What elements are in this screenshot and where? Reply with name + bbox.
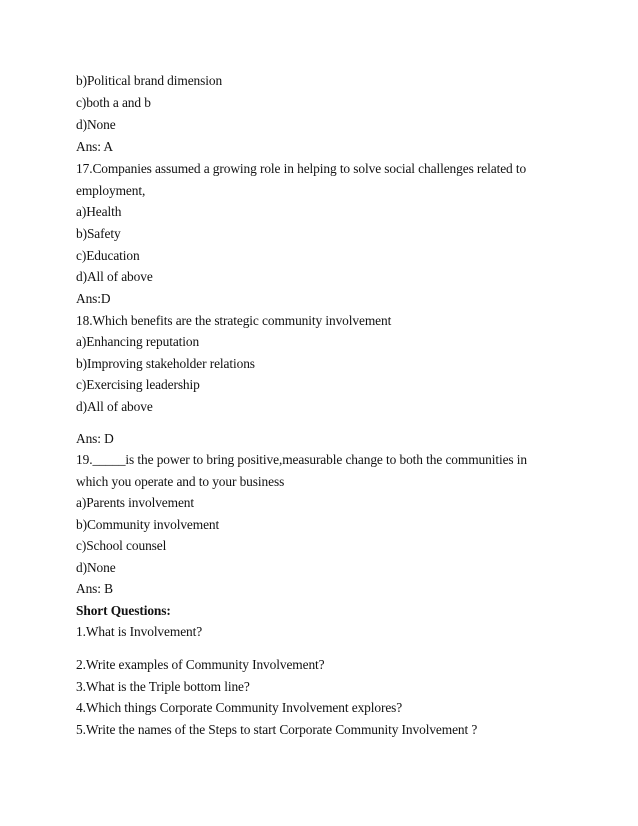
answer-16: Ans: A	[76, 139, 113, 154]
option-b-political: b)Political brand dimension	[76, 73, 223, 88]
short-question-4: 4.Which things Corporate Community Involvement explores?	[76, 700, 403, 715]
short-question-2: 2.Write examples of Community Involvement?	[76, 657, 325, 672]
q17-option-d: d)All of above	[76, 269, 153, 284]
short-question-5: 5.Write the names of the Steps to start Corporate Community Involvement ?	[76, 722, 478, 737]
question-18: 18.Which benefits are the strategic community involvement	[76, 313, 392, 328]
question-17-line-2: employment,	[76, 183, 146, 198]
answer-19: Ans: B	[76, 581, 113, 596]
answer-17: Ans:D	[76, 291, 111, 306]
short-question-3: 3.What is the Triple bottom line?	[76, 679, 250, 694]
option-d-none: d)None	[76, 117, 116, 132]
q19-option-a: a)Parents involvement	[76, 495, 195, 510]
q18-option-c: c)Exercising leadership	[76, 377, 200, 392]
q17-option-a: a)Health	[76, 204, 122, 219]
q18-option-d: d)All of above	[76, 399, 153, 414]
q18-option-a: a)Enhancing reputation	[76, 334, 200, 349]
q17-option-c: c)Education	[76, 248, 140, 263]
answer-18: Ans: D	[76, 431, 114, 446]
option-c-both: c)both a and b	[76, 95, 151, 110]
q17-option-b: b)Safety	[76, 226, 121, 241]
question-17-line-1: 17.Companies assumed a growing role in helping to solve social challenges related to	[76, 161, 527, 176]
q18-option-b: b)Improving stakeholder relations	[76, 356, 255, 371]
q19-option-d: d)None	[76, 560, 116, 575]
q19-option-b: b)Community involvement	[76, 517, 220, 532]
question-19-line-1: 19._____is the power to bring positive,measurable change to both the communities in	[76, 452, 527, 467]
q19-option-c: c)School counsel	[76, 538, 167, 553]
question-19-line-2: which you operate and to your business	[76, 474, 285, 489]
short-questions-heading: Short Questions:	[76, 603, 171, 618]
short-question-1: 1.What is Involvement?	[76, 624, 203, 639]
